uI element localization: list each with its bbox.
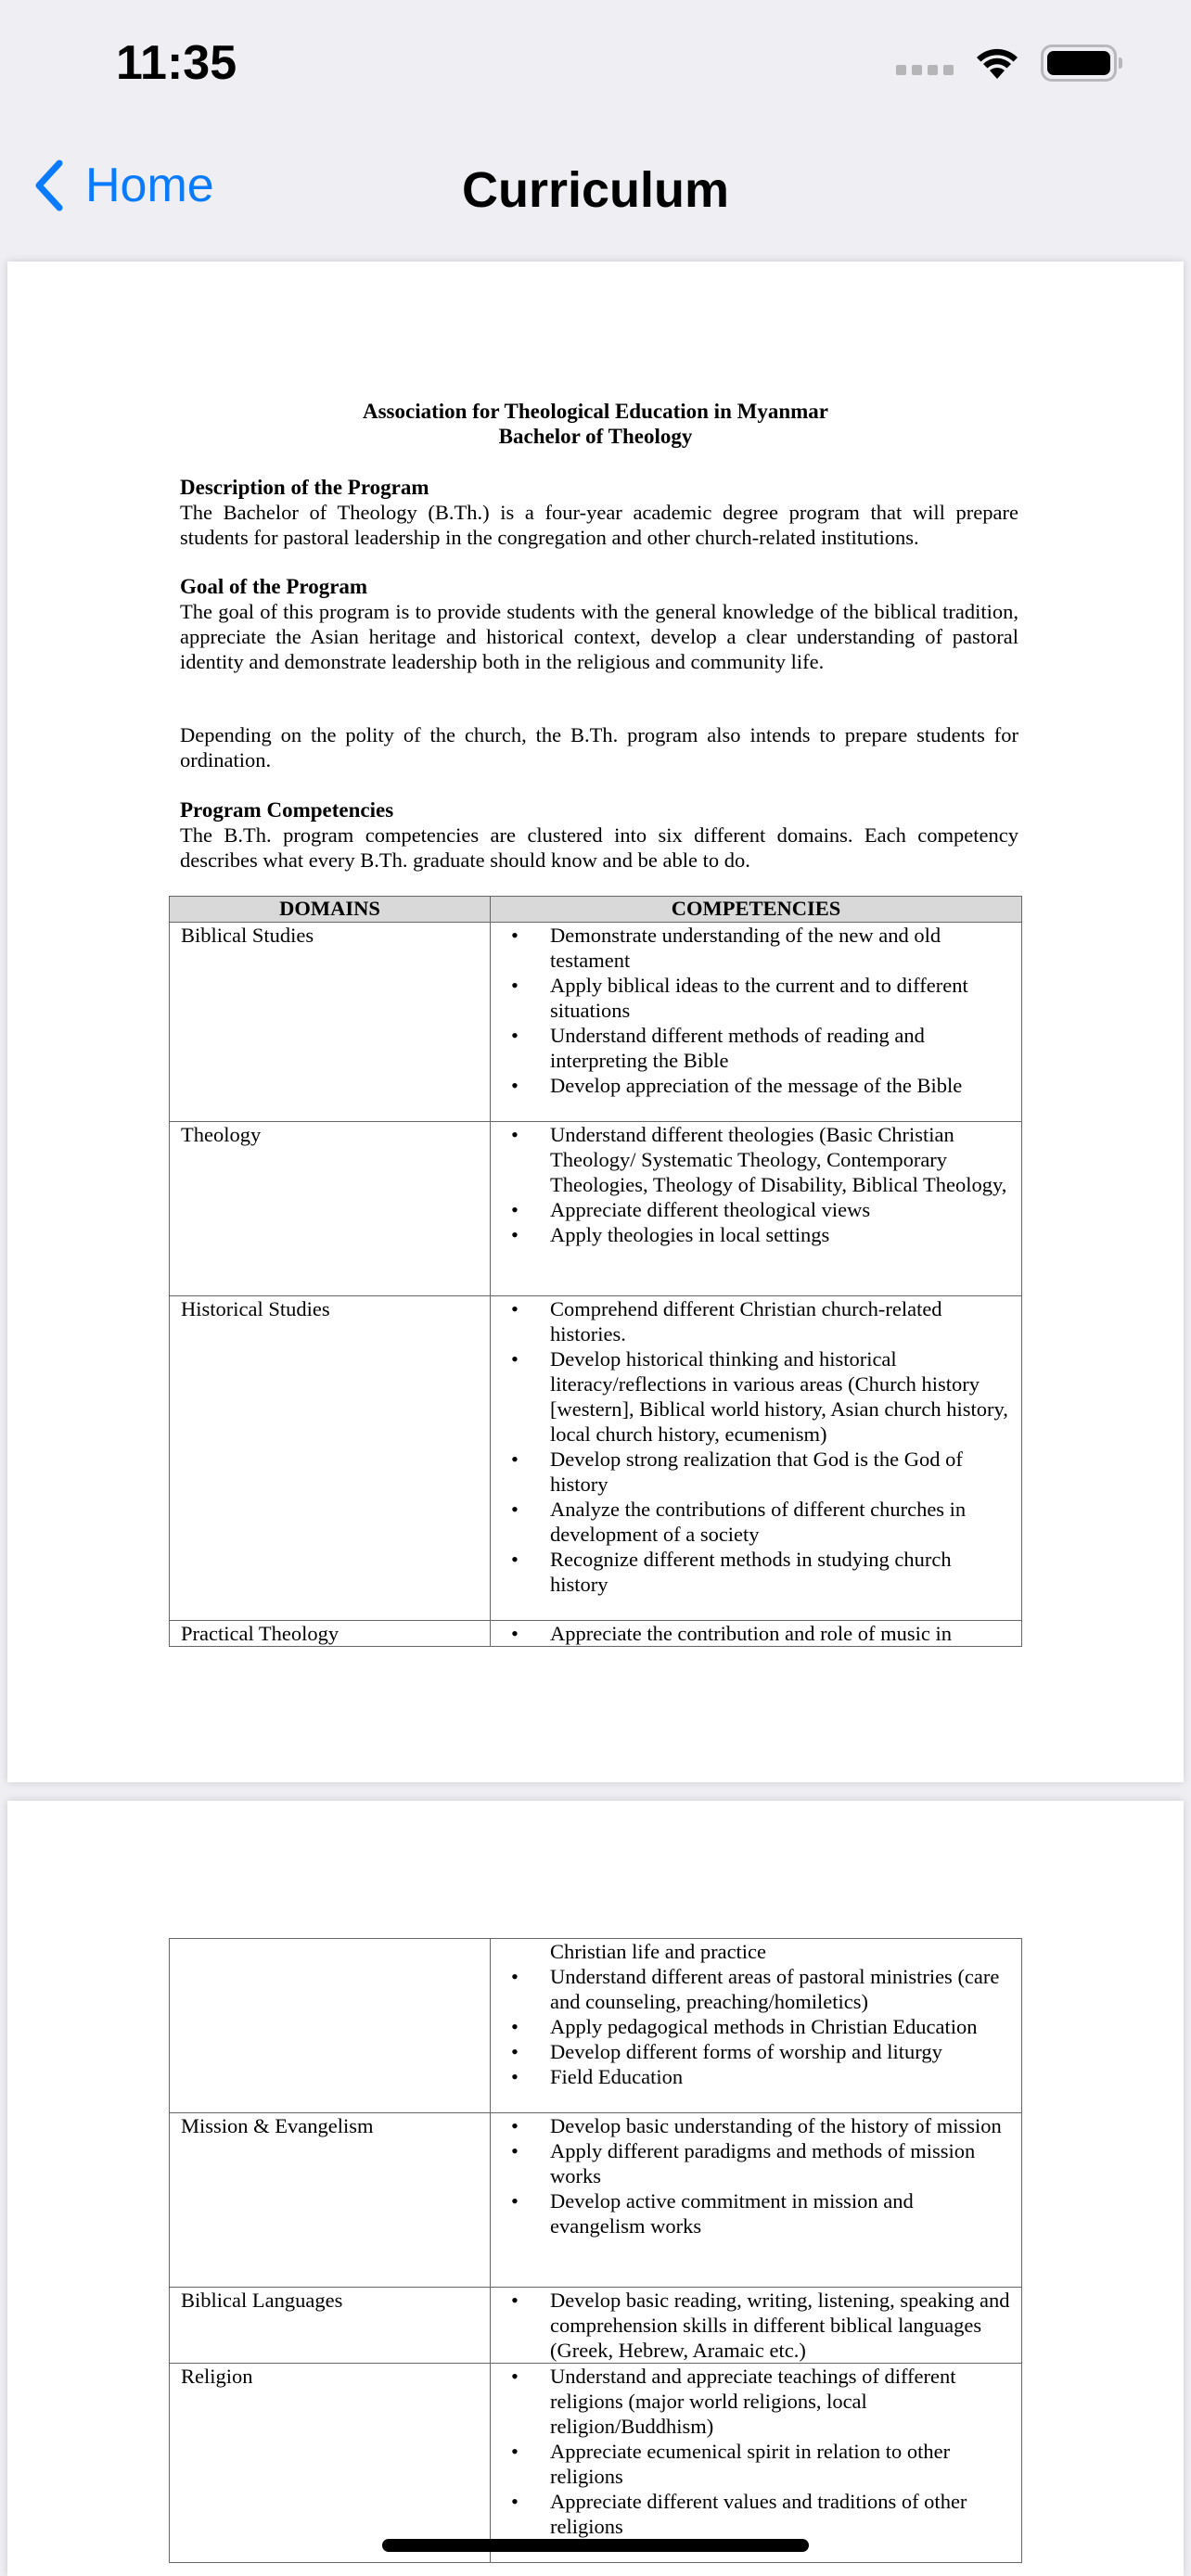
competencies-header: COMPETENCIES	[491, 897, 1022, 923]
organization-name: Association for Theological Education in Myanmar	[363, 400, 828, 423]
pdf-page-2[interactable]	[7, 1801, 1184, 2576]
list-item: • Understand different theologies (Basic Christian Theology/ Systematic Theology, Contemporary Theologies, Theology of Disability, Biblical Theology,	[500, 1122, 1012, 1197]
table-row	[170, 1122, 1022, 1296]
list-item: • Apply pedagogical methods in Christian Education	[500, 2014, 1012, 2039]
domain-cell: Biblical Studies	[170, 923, 491, 1122]
continuation-text: Christian life and practice	[550, 1940, 767, 1963]
list-item: • Apply different paradigms and methods of mission works	[500, 2138, 1012, 2188]
navigation-bar	[0, 139, 1191, 241]
list-item: • Understand different areas of pastoral ministries (care and counseling, preaching/homiletics)	[500, 1964, 1012, 2014]
list-item: • Develop active commitment in mission and evangelism works	[500, 2188, 1012, 2238]
status-bar	[0, 0, 1191, 130]
competencies-table	[169, 896, 1022, 1647]
table-row	[170, 2288, 1022, 2364]
document-header	[7, 399, 1184, 449]
list-item: • Develop different forms of worship and liturgy	[500, 2039, 1012, 2064]
goal-heading: Goal of the Program	[180, 575, 368, 598]
list-item: • Demonstrate understanding of the new and old testament	[500, 923, 1012, 973]
pdf-page-1[interactable]	[7, 261, 1184, 1782]
signal-icon	[896, 65, 954, 75]
domain-cell: Biblical Languages	[170, 2288, 491, 2364]
degree-name: Bachelor of Theology	[498, 425, 693, 448]
table-header-row	[170, 897, 1022, 923]
competency-cell	[491, 923, 1022, 1122]
back-button-label: Home	[85, 159, 214, 212]
table-row	[170, 1939, 1022, 2113]
competency-cell	[491, 2113, 1022, 2288]
table-row	[170, 1296, 1022, 1621]
status-time: 11:35	[116, 36, 237, 90]
description-text: The Bachelor of Theology (B.Th.) is a four-year academic degree program that will prepare students for pastoral leadership in the congregation and other church-related institutions.	[180, 501, 1018, 549]
description-section	[180, 475, 1018, 550]
table-row	[170, 1621, 1022, 1647]
competency-cell	[491, 1122, 1022, 1296]
list-item: • Understand different methods of reading and interpreting the Bible	[500, 1023, 1012, 1073]
page-title: Curriculum	[461, 162, 730, 218]
domain-cell: Religion	[170, 2364, 491, 2563]
list-item: • Develop basic understanding of the history of mission	[500, 2113, 1012, 2138]
list-item: • Apply theologies in local settings	[500, 1222, 1012, 1247]
domain-cell: Historical Studies	[170, 1296, 491, 1621]
list-item: • Develop strong realization that God is the God of history	[500, 1447, 1012, 1497]
list-item: • Apply biblical ideas to the current and to different situations	[500, 973, 1012, 1023]
competencies-text: The B.Th. program competencies are clustered into six different domains. Each competency describes what every B.Th. graduate should know and be able to do.	[180, 823, 1018, 872]
competencies-table-continued	[169, 1938, 1022, 2563]
table-row	[170, 923, 1022, 1122]
competencies-section	[180, 797, 1018, 873]
competency-cell	[491, 2288, 1022, 2364]
competency-cell	[491, 2364, 1022, 2563]
competency-cell	[491, 1621, 1022, 1647]
domain-cell	[170, 1939, 491, 2113]
list-item: • Appreciate different theological views	[500, 1197, 1012, 1222]
list-item: • Develop basic reading, writing, listening, speaking and comprehension skills in different biblical languages (Greek, Hebrew, Aramaic etc.)	[500, 2288, 1012, 2363]
domain-cell: Practical Theology	[170, 1621, 491, 1647]
goal-text: The goal of this program is to provide students with the general knowledge of the biblical tradition, appreciate the Asian heritage and historical context, develop a clear understanding of pastoral identity and demonstrate leadership both in the religious and community life.	[180, 600, 1018, 673]
status-icons	[896, 45, 1117, 82]
wifi-icon	[974, 45, 1020, 81]
list-item: • Understand and appreciate teachings of different religions (major world religions, local religion/Buddhism)	[500, 2364, 1012, 2439]
table-row	[170, 2364, 1022, 2563]
list-item-continuation	[500, 1939, 1012, 1964]
polity-section	[180, 722, 1018, 772]
battery-icon	[1041, 45, 1117, 82]
list-item: • Analyze the contributions of different churches in development of a society	[500, 1497, 1012, 1547]
list-item: • Appreciate the contribution and role of music in	[500, 1621, 1012, 1646]
home-indicator[interactable]	[382, 2539, 809, 2552]
list-item: • Appreciate ecumenical spirit in relation to other religions	[500, 2439, 1012, 2489]
description-heading: Description of the Program	[180, 476, 429, 499]
list-item: • Comprehend different Christian church-related histories.	[500, 1296, 1012, 1346]
competency-cell	[491, 1939, 1022, 2113]
list-item: • Develop historical thinking and historical literacy/reflections in various areas (Church history [western], Biblical world history, Asian church history, local church history, ecumenism)	[500, 1346, 1012, 1447]
table-row	[170, 2113, 1022, 2288]
competencies-heading: Program Competencies	[180, 798, 394, 822]
competency-cell	[491, 1296, 1022, 1621]
list-item: • Recognize different methods in studying church history	[500, 1547, 1012, 1597]
list-item: • Field Education	[500, 2064, 1012, 2089]
domains-header: DOMAINS	[170, 897, 491, 923]
goal-section	[180, 574, 1018, 674]
domain-cell: Theology	[170, 1122, 491, 1296]
list-item: • Develop appreciation of the message of the Bible	[500, 1073, 1012, 1098]
domain-cell: Mission & Evangelism	[170, 2113, 491, 2288]
polity-text: Depending on the polity of the church, the B.Th. program also intends to prepare students for ordination.	[180, 723, 1018, 772]
list-item: • Appreciate different values and traditions of other religions	[500, 2489, 1012, 2539]
